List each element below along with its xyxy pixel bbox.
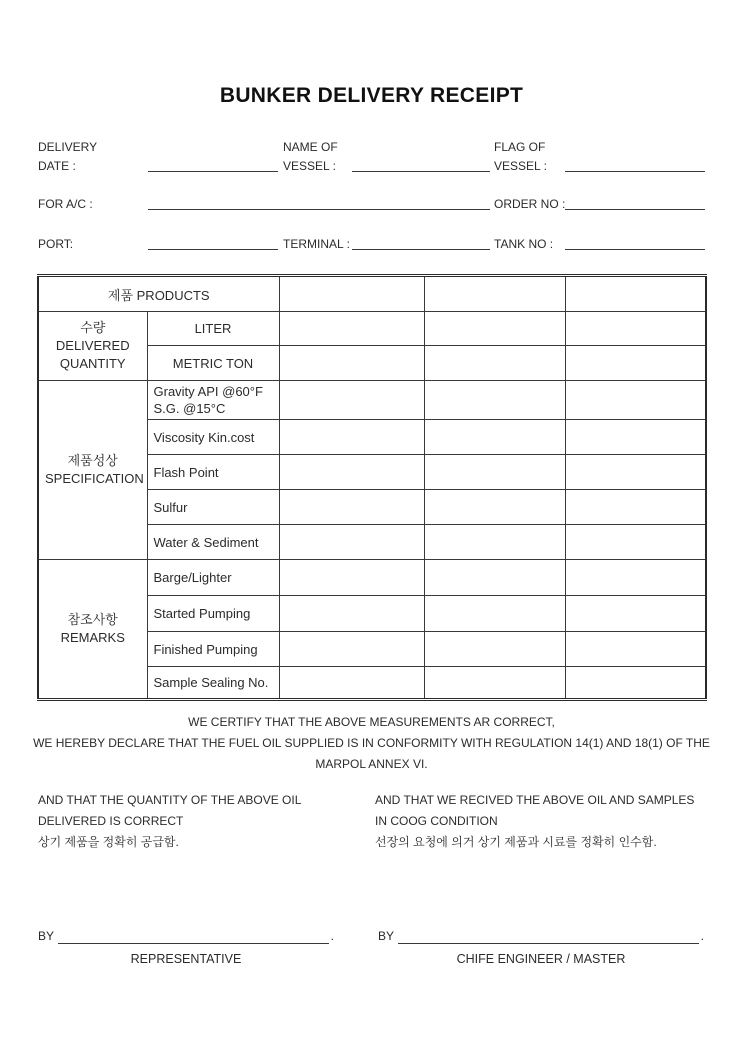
- certification-line3: MARPOL ANNEX VI.: [315, 757, 428, 771]
- table-empty-cell: [424, 420, 565, 455]
- table-empty-cell: [565, 420, 706, 455]
- specification-group-en: SPECIFICATION: [45, 471, 144, 486]
- table-empty-cell: [565, 346, 706, 381]
- quantity-group-en2: QUANTITY: [59, 356, 126, 371]
- specification-group-cell: [38, 381, 147, 560]
- table-empty-cell: [424, 455, 565, 490]
- supplier-declaration-line3-korean: 상기 제품을 정확히 공급함.: [38, 835, 179, 849]
- table-empty-cell: [279, 632, 424, 667]
- row-label-finished-pumping: Finished Pumping: [147, 632, 279, 667]
- order-no-label: ORDER NO :: [494, 197, 566, 211]
- remarks-group-cell: [38, 560, 147, 700]
- port-field: [148, 236, 278, 250]
- certification-line1: WE CERTIFY THAT THE ABOVE MEASUREMENTS AR CORRECT,: [188, 715, 555, 729]
- table-empty-cell: [565, 560, 706, 596]
- certification-line2: WE HEREBY DECLARE THAT THE FUEL OIL SUPPLIED IS IN CONFORMITY WITH REGULATION 14(1) AND 18(1) OF THE: [33, 736, 710, 750]
- flag-of-vessel-label: [494, 138, 547, 176]
- products-table: [37, 274, 707, 701]
- flag-of-vessel-field: [565, 158, 705, 172]
- name-of-vessel-field: [352, 158, 490, 172]
- products-header-cell: 제품 PRODUCTS: [38, 276, 279, 312]
- flag-of-vessel-label-line1: FLAG OF: [494, 140, 546, 154]
- representative-role-label: REPRESENTATIVE: [130, 952, 242, 966]
- representative-signature-row: [38, 929, 334, 944]
- table-empty-cell: [424, 346, 565, 381]
- row-label-gravity: [147, 381, 279, 420]
- table-empty-cell: [279, 312, 424, 346]
- table-empty-cell: [279, 596, 424, 632]
- table-empty-cell: [424, 632, 565, 667]
- table-empty-cell: [565, 381, 706, 420]
- receiver-declaration-line3-korean: 선장의 요청에 의거 상기 제품과 시료를 정확히 인수함.: [375, 835, 657, 849]
- name-of-vessel-label-line2: VESSEL :: [283, 159, 336, 173]
- table-row-products: [38, 276, 706, 312]
- name-of-vessel-label-line1: NAME OF: [283, 140, 338, 154]
- page-title: BUNKER DELIVERY RECEIPT: [219, 84, 524, 107]
- row-label-sample-sealing: Sample Sealing No.: [147, 667, 279, 700]
- delivery-date-field: [148, 158, 278, 172]
- port-label: PORT:: [38, 237, 74, 251]
- quantity-group-cell: [38, 312, 147, 381]
- table-row-gravity: [38, 381, 706, 420]
- table-empty-cell: [279, 455, 424, 490]
- table-empty-cell: [279, 525, 424, 560]
- signature-period: .: [330, 929, 334, 943]
- row-label-liter: LITER: [147, 312, 279, 346]
- table-empty-cell: [565, 312, 706, 346]
- delivery-date-label-line1: DELIVERY: [38, 140, 98, 154]
- table-empty-cell: [279, 667, 424, 700]
- chief-engineer-signature-line: [398, 929, 699, 944]
- row-label-barge-lighter: Barge/Lighter: [147, 560, 279, 596]
- table-empty-cell: [279, 420, 424, 455]
- tank-no-field: [565, 236, 705, 250]
- table-empty-cell: [565, 455, 706, 490]
- table-empty-cell: [565, 632, 706, 667]
- table-empty-cell: [565, 667, 706, 700]
- chief-engineer-signature-row: [378, 929, 704, 944]
- table-empty-cell: [424, 596, 565, 632]
- row-label-started-pumping: Started Pumping: [147, 596, 279, 632]
- delivery-date-label-line2: DATE :: [38, 159, 76, 173]
- remarks-group-en: REMARKS: [60, 630, 125, 645]
- gravity-line2: S.G. @15°C: [153, 401, 226, 416]
- table-empty-cell: [279, 381, 424, 420]
- receiver-declaration-line2: IN COOG CONDITION: [375, 814, 498, 828]
- by-label: BY: [378, 929, 395, 943]
- chief-engineer-role-label: CHIFE ENGINEER / MASTER: [456, 952, 626, 966]
- by-label: BY: [38, 929, 55, 943]
- supplier-declaration-line2: DELIVERED IS CORRECT: [38, 814, 184, 828]
- table-empty-cell: [424, 312, 565, 346]
- receiver-declaration-line1: AND THAT WE RECIVED THE ABOVE OIL AND SAMPLES: [375, 793, 695, 807]
- name-of-vessel-label: [283, 138, 338, 176]
- row-label-sulfur: Sulfur: [147, 490, 279, 525]
- table-empty-cell: [424, 490, 565, 525]
- table-empty-cell: [565, 276, 706, 312]
- table-empty-cell: [424, 560, 565, 596]
- remarks-group-ko: 참조사항: [67, 612, 118, 627]
- supplier-declaration-line1: AND THAT THE QUANTITY OF THE ABOVE OIL: [38, 793, 302, 807]
- table-row-barge-lighter: [38, 560, 706, 596]
- representative-signature-line: [58, 929, 329, 944]
- delivery-date-label: [38, 138, 97, 176]
- table-empty-cell: [565, 525, 706, 560]
- table-empty-cell: [279, 490, 424, 525]
- terminal-label: TERMINAL :: [283, 237, 350, 251]
- table-empty-cell: [279, 276, 424, 312]
- table-empty-cell: [424, 276, 565, 312]
- terminal-field: [352, 236, 490, 250]
- table-empty-cell: [424, 667, 565, 700]
- quantity-group-ko: 수량: [80, 320, 106, 335]
- specification-group-ko: 제품성상: [67, 453, 118, 468]
- table-empty-cell: [279, 560, 424, 596]
- tank-no-label: TANK NO :: [494, 237, 554, 251]
- supplier-declaration: [38, 790, 368, 853]
- for-ac-field: [148, 196, 490, 210]
- table-empty-cell: [565, 596, 706, 632]
- signature-period: .: [700, 929, 704, 943]
- row-label-viscosity: Viscosity Kin.cost: [147, 420, 279, 455]
- flag-of-vessel-label-line2: VESSEL :: [494, 159, 547, 173]
- receiver-declaration: [375, 790, 715, 853]
- quantity-group-en1: DELIVERED: [55, 338, 130, 353]
- for-ac-label: FOR A/C :: [38, 197, 93, 211]
- row-label-flash-point: Flash Point: [147, 455, 279, 490]
- certification-statement: [0, 712, 743, 775]
- table-empty-cell: [279, 346, 424, 381]
- table-empty-cell: [424, 381, 565, 420]
- row-label-water-sediment: Water & Sediment: [147, 525, 279, 560]
- table-empty-cell: [565, 490, 706, 525]
- row-label-metric-ton: METRIC TON: [147, 346, 279, 381]
- table-row-liter: [38, 312, 706, 346]
- table-empty-cell: [424, 525, 565, 560]
- order-no-field: [565, 196, 705, 210]
- gravity-line1: Gravity API @60°F: [153, 384, 263, 399]
